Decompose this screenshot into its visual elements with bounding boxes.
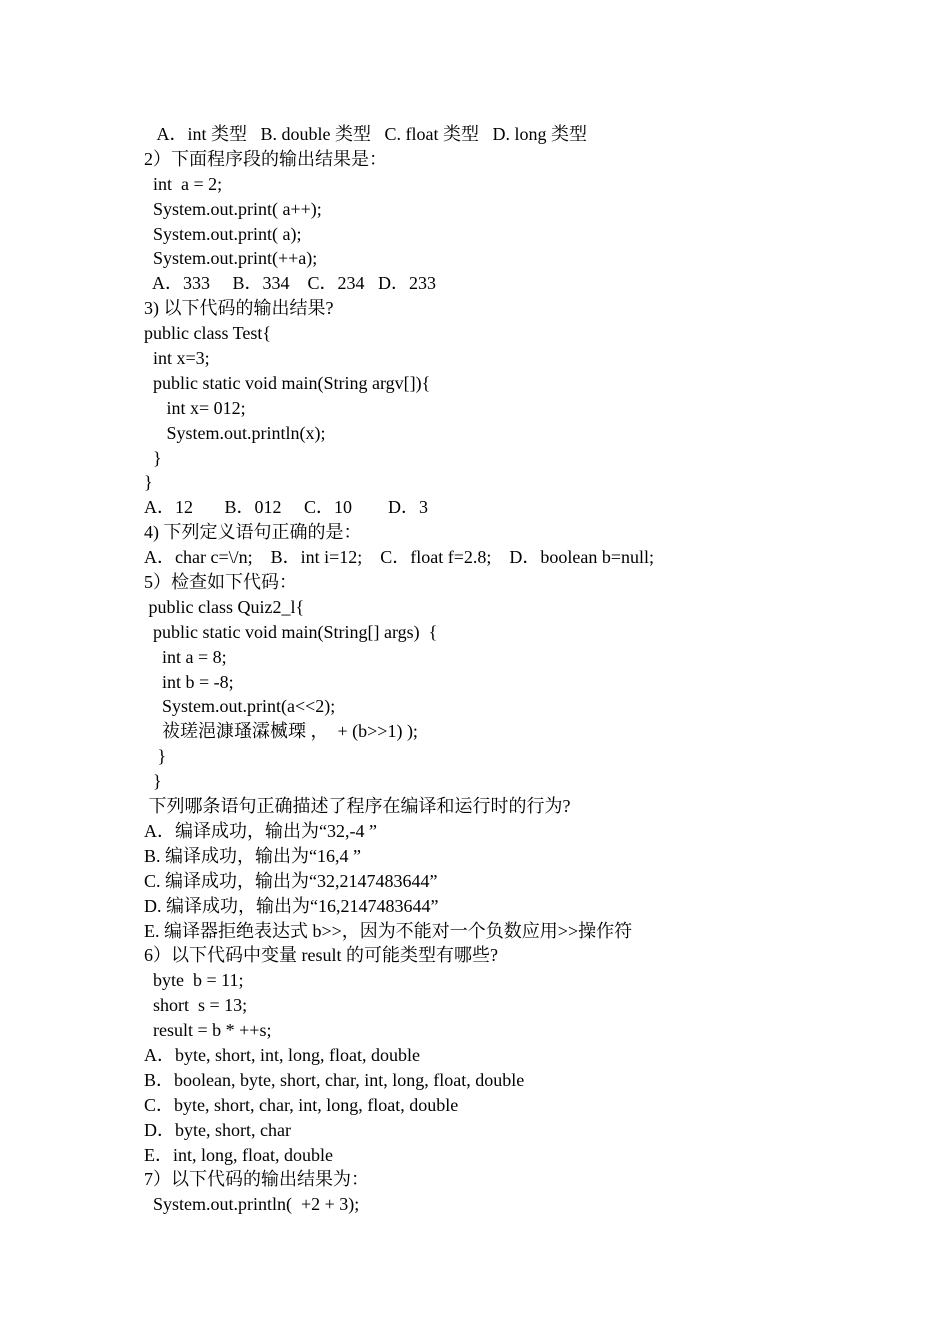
option-line-q6: D．byte, short, char [144, 1119, 291, 1140]
option-line-q5: C. 编译成功，输出为“32,2147483644” [144, 870, 438, 891]
code-line: System.out.println( +2 + 3); [144, 1194, 360, 1215]
option-line-q6: A．byte, short, int, long, float, double [144, 1044, 420, 1065]
document-body [144, 122, 864, 1217]
question-7-title: 7）以下代码的输出结果为： [144, 1169, 369, 1190]
option-line-q6: B．boolean, byte, short, char, int, long, float, double [144, 1069, 525, 1090]
option-line-q4: A．char c=\/n; B．int i=12; C．float f=2.8; D．boolean b=null; [144, 547, 655, 568]
code-line: public class Test{ [144, 323, 272, 344]
code-line: } [144, 746, 167, 767]
code-line: public static void main(String argv[]){ [144, 372, 431, 393]
question-2-title: 2）下面程序段的输出结果是： [144, 148, 387, 169]
code-line: public static void main(String[] args) { [144, 621, 438, 642]
option-line-q5: D. 编译成功，输出为“16,2147483644” [144, 895, 439, 916]
code-line: } [144, 771, 162, 792]
code-line: System.out.print(++a); [144, 248, 318, 269]
option-line-q1: A．int 类型 B. double 类型 C. float 类型 D. long 类型 [144, 124, 587, 144]
option-line-q5: B. 编译成功，输出为“16,4 ” [144, 845, 361, 866]
code-line: int x=3; [144, 348, 210, 369]
option-line-q6: E．int, long, float, double [144, 1144, 333, 1165]
code-line: System.out.println(x); [144, 422, 326, 443]
code-line: int x= 012; [144, 397, 246, 418]
code-line: int a = 8; [144, 646, 227, 667]
code-line: byte b = 11; [144, 970, 244, 991]
question-4-title: 4) 下列定义语句正确的是： [144, 522, 362, 543]
code-line: System.out.print( a); [144, 223, 302, 244]
question-6-title: 6）以下代码中变量 result 的可能类型有哪些? [144, 945, 498, 966]
code-line: } [144, 472, 153, 493]
code-line: result = b * ++s; [144, 1020, 272, 1041]
code-line: System.out.print( a++); [144, 198, 322, 219]
code-line: int a = 2; [144, 173, 223, 194]
code-line: 祓瑳浥漮瑵瀮楲瑮 ， + (b>>1) ); [144, 721, 418, 742]
question-5-prompt: 下列哪条语句正确描述了程序在编译和运行时的行为? [144, 796, 571, 817]
code-line: } [144, 447, 162, 468]
option-line-q3: A．12 B．012 C．10 D．3 [144, 497, 429, 518]
code-line: public class Quiz2_l{ [144, 596, 305, 617]
code-line: short s = 13; [144, 995, 248, 1016]
question-5-title: 5）检查如下代码： [144, 572, 297, 593]
option-line-q2: A．333 B．334 C．234 D．233 [144, 273, 437, 294]
option-line-q5: A．编译成功，输出为“32,-4 ” [144, 820, 377, 841]
code-line: int b = -8; [144, 671, 234, 692]
option-line-q6: C．byte, short, char, int, long, float, double [144, 1094, 459, 1115]
code-line: System.out.print(a<<2); [144, 696, 336, 717]
option-line-q5: E. 编译器拒绝表达式 b>>，因为不能对一个负数应用>>操作符 [144, 920, 633, 941]
question-3-title: 3) 以下代码的输出结果? [144, 298, 334, 319]
